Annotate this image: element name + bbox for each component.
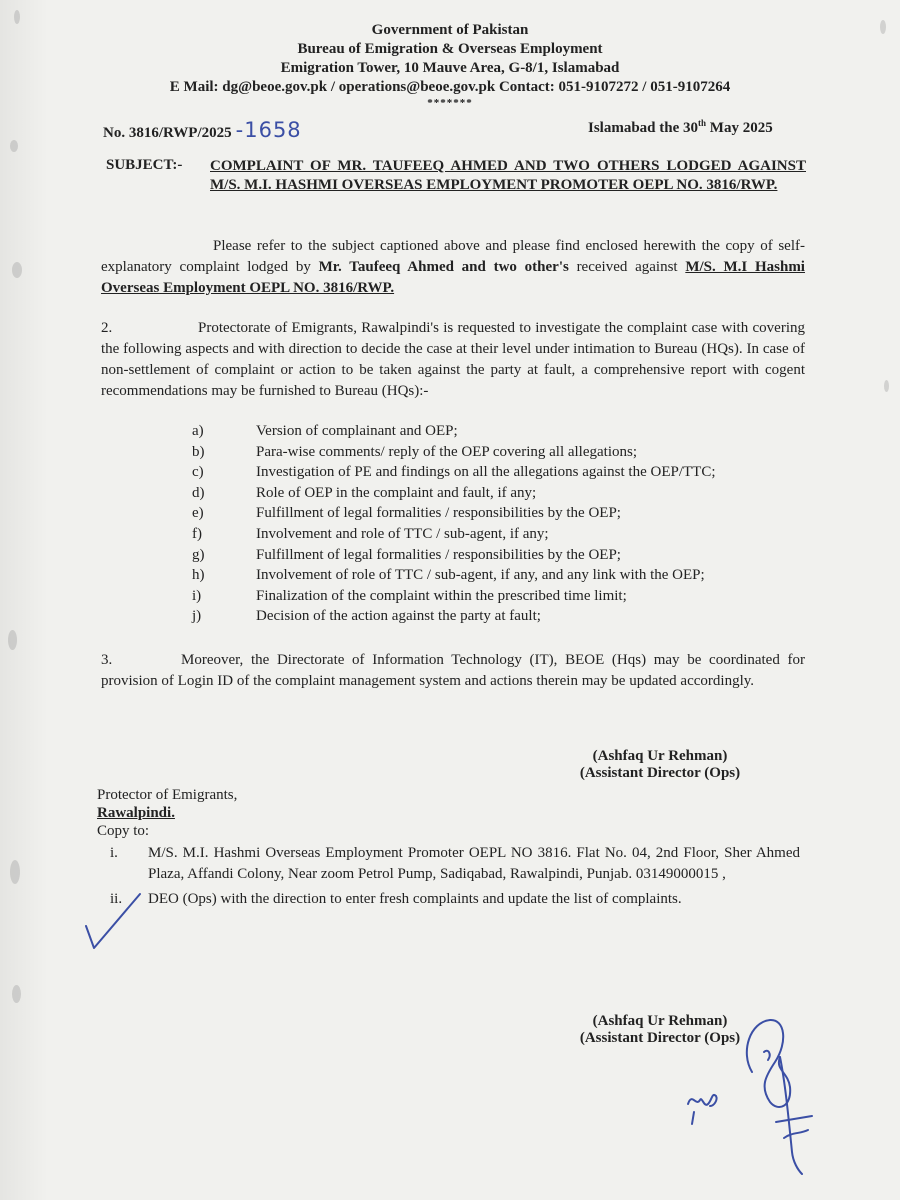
para2-number: 2. bbox=[101, 320, 113, 336]
date-suffix: th bbox=[698, 118, 707, 128]
complainant-name: Mr. Taufeeq Ahmed and two other's bbox=[318, 259, 569, 275]
copy-list bbox=[110, 843, 800, 910]
reference-number bbox=[103, 118, 302, 142]
scan-speck bbox=[10, 860, 20, 884]
list-item bbox=[192, 503, 792, 524]
header-contact: E Mail: dg@beoe.gov.pk / operations@beoe.gov.pk Contact: 051-9107272 / 051-9107264 bbox=[169, 79, 731, 95]
aspects-list bbox=[192, 421, 792, 627]
list-text: Involvement of role of TTC / sub-agent, if any, and any link with the OEP; bbox=[256, 567, 705, 584]
copy-text: DEO (Ops) with the direction to enter fresh complaints and update the list of complaints. bbox=[148, 891, 682, 907]
para1-text: Please refer to the subject captioned above and please find enclosed herewith the copy of self-explanatory complaint lodged by bbox=[101, 238, 805, 275]
signatory-title: (Assistant Director (Ops) bbox=[579, 1030, 741, 1046]
list-item bbox=[192, 565, 792, 586]
list-text: Finalization of the complaint within the prescribed time limit; bbox=[256, 587, 627, 604]
scan-speck bbox=[10, 140, 18, 152]
list-letter: j) bbox=[192, 608, 202, 625]
list-letter: d) bbox=[192, 484, 205, 501]
list-item bbox=[192, 442, 792, 463]
copy-to-label: Copy to: bbox=[97, 823, 150, 839]
para3-number: 3. bbox=[101, 652, 113, 668]
scan-speck bbox=[12, 985, 21, 1003]
list-text: Fulfillment of legal formalities / responsibilities by the OEP; bbox=[256, 546, 621, 563]
list-item bbox=[192, 462, 792, 483]
list-text: Para-wise comments/ reply of the OEP covering all allegations; bbox=[256, 443, 638, 460]
paragraph-2 bbox=[101, 318, 805, 402]
list-item bbox=[192, 524, 792, 545]
list-text: Investigation of PE and findings on all the allegations against the OEP/TTC; bbox=[256, 464, 716, 481]
copy-text: M/S. M.I. Hashmi Overseas Employment Promoter OEPL NO 3816. Flat No. 04, 2nd Floor, Sher Ahmed Plaza, Affandi Colony, Near zoom Petrol Pump, Sadiqabad, Rawalpindi, Punjab. 03149000015 , bbox=[148, 845, 800, 882]
handwritten-signature-icon bbox=[680, 1012, 830, 1182]
list-text: Decision of the action against the party at fault; bbox=[256, 608, 541, 625]
list-item bbox=[192, 606, 792, 627]
list-letter: c) bbox=[192, 464, 204, 481]
copy-number: ii. bbox=[110, 891, 123, 907]
list-text: Fulfillment of legal formalities / responsibilities by the OEP; bbox=[256, 505, 621, 522]
header-address: Emigration Tower, 10 Mauve Area, G-8/1, Islamabad bbox=[280, 60, 620, 76]
list-item bbox=[192, 545, 792, 566]
scan-speck bbox=[8, 630, 17, 650]
list-letter: a) bbox=[192, 423, 204, 439]
list-letter: e) bbox=[192, 505, 204, 522]
reference-number-text: No. 3816/RWP/2025 bbox=[103, 125, 232, 141]
list-letter: b) bbox=[192, 443, 205, 460]
para3-text: Moreover, the Directorate of Information Technology (IT), BEOE (Hqs) may be coordinated for provision of Login ID of the complaint management system and actions therein may be updated accordingly. bbox=[101, 652, 805, 689]
paragraph-3 bbox=[101, 650, 805, 692]
subject-label: SUBJECT:- bbox=[106, 157, 183, 173]
list-text: Version of complainant and OEP; bbox=[256, 423, 458, 439]
para1-text-2: received against bbox=[568, 259, 686, 275]
scan-shadow bbox=[0, 0, 48, 1200]
header-government: Government of Pakistan bbox=[371, 22, 529, 38]
check-mark-icon bbox=[80, 890, 150, 960]
list-letter: g) bbox=[192, 546, 205, 563]
list-item bbox=[192, 586, 792, 607]
addressee-block bbox=[97, 786, 237, 840]
copy-number: i. bbox=[110, 845, 118, 861]
list-text: Role of OEP in the complaint and fault, if any; bbox=[256, 484, 537, 501]
letter-date bbox=[588, 118, 773, 137]
handwritten-diary-number: -1658 bbox=[235, 118, 302, 142]
scan-speck bbox=[884, 380, 889, 392]
date-prefix: Islamabad the 30 bbox=[588, 120, 699, 136]
subject-text: COMPLAINT OF MR. TAUFEEQ AHMED AND TWO OTHERS LODGED AGAINST M/S. M.I. HASHMI OVERSEAS EMPLOYMENT PROMOTER OEPL NO. 3816/RWP. bbox=[210, 158, 806, 193]
copy-item bbox=[110, 889, 800, 910]
signatory-title: (Assistant Director (Ops) bbox=[579, 765, 741, 781]
addressee-title: Protector of Emigrants, bbox=[97, 787, 238, 803]
list-letter: h) bbox=[192, 567, 205, 584]
list-letter: i) bbox=[192, 587, 202, 604]
addressee-city: Rawalpindi. bbox=[97, 805, 175, 821]
signatory-name: (Ashfaq Ur Rehman) bbox=[592, 1013, 728, 1029]
oep-name: M/S. M.I Hashmi Overseas Employment OEPL NO. 3816/RWP. bbox=[101, 259, 805, 296]
list-item bbox=[192, 483, 792, 504]
list-letter: f) bbox=[192, 525, 202, 542]
signatory-name: (Ashfaq Ur Rehman) bbox=[592, 748, 728, 764]
copy-item bbox=[110, 843, 800, 885]
para2-text: Protectorate of Emigrants, Rawalpindi's is requested to investigate the complaint case with covering the following aspects and with direction to decide the case at their level under intimation to Bureau (HQs). In case of non-settlement of complaint or action to be taken against the party at fault, a comprehensive report with cogent recommendations may be furnished to Bureau (HQs):- bbox=[101, 320, 805, 399]
paragraph-1 bbox=[101, 236, 805, 299]
list-item bbox=[192, 421, 792, 442]
header-separator: ******* bbox=[427, 97, 473, 109]
scan-speck bbox=[12, 262, 22, 278]
signature-block-1 bbox=[560, 748, 760, 782]
header-bureau: Bureau of Emigration & Overseas Employment bbox=[297, 41, 603, 57]
date-rest: May 2025 bbox=[706, 120, 773, 136]
list-text: Involvement and role of TTC / sub-agent, if any; bbox=[256, 525, 549, 542]
